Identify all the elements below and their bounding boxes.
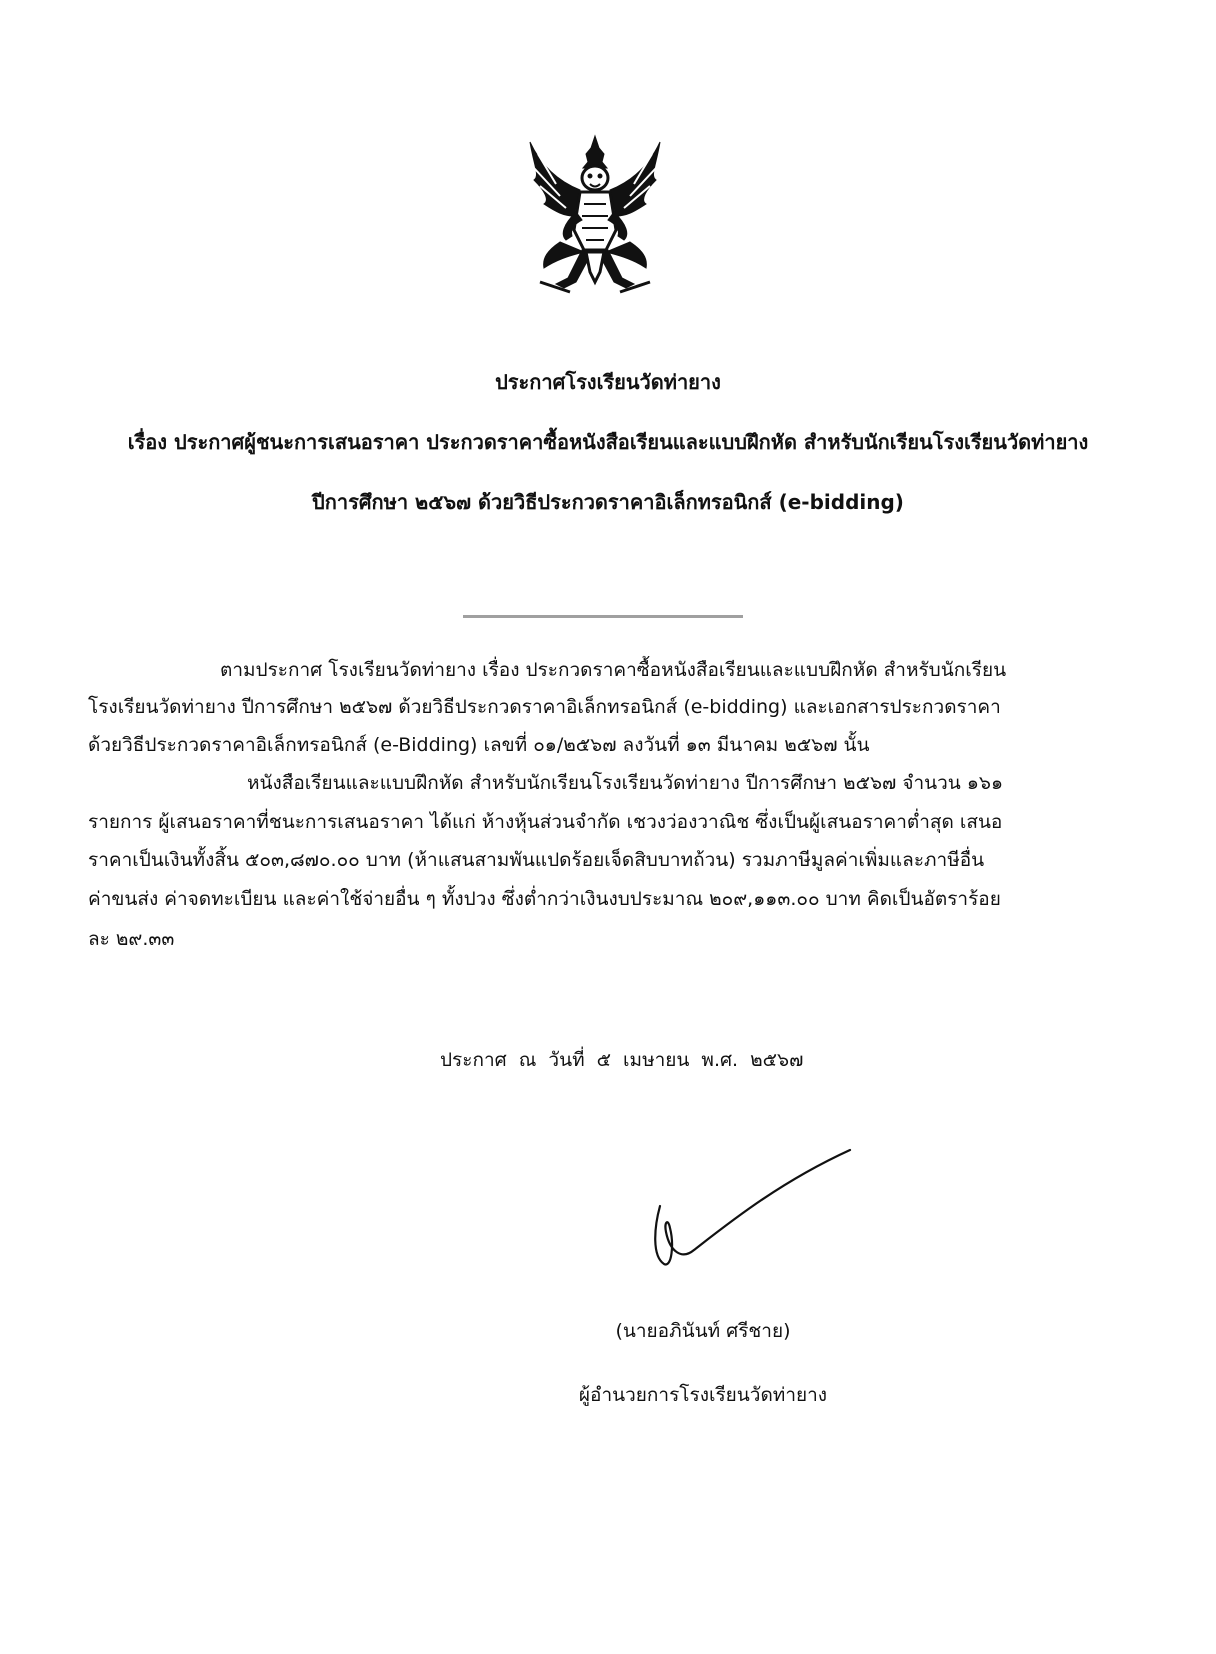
announcement-date: ประกาศ ณ วันที่ ๕ เมษายน พ.ศ. ๒๕๖๗ xyxy=(440,1049,804,1071)
announcement-subject-continued: ปีการศึกษา ๒๕๖๗ ด้วยวิธีประกวดราคาอิเล็กทรอนิกส์ (e-bidding) xyxy=(312,490,904,514)
body-paragraph-line: ราคาเป็นเงินทั้งสิ้น ๕๐๓,๘๗๐.๐๐ บาท (ห้าแสนสามพันแปดร้อยเจ็ดสิบบาทถ้วน) รวมภาษีมูลค่าเพิ่มและภาษีอื่น xyxy=(88,849,985,871)
body-paragraph-line: หนังสือเรียนและแบบฝึกหัด สำหรับนักเรียนโรงเรียนวัดท่ายาง ปีการศึกษา ๒๕๖๗ จำนวน ๑๖๑ xyxy=(247,772,1004,794)
divider-line xyxy=(463,615,743,618)
body-paragraph-line: ด้วยวิธีประกวดราคาอิเล็กทรอนิกส์ (e-Bidding) เลขที่ ๐๑/๒๕๖๗ ลงวันที่ ๑๓ มีนาคม ๒๕๖๗ นั้น xyxy=(88,734,870,756)
body-paragraph-line: ละ ๒๙.๓๓ xyxy=(88,928,175,950)
announcement-title: ประกาศโรงเรียนวัดท่ายาง xyxy=(495,370,721,394)
body-paragraph-line: ตามประกาศ โรงเรียนวัดท่ายาง เรื่อง ประกวดราคาซื้อหนังสือเรียนและแบบฝึกหัด สำหรับนักเรียน xyxy=(220,659,1007,681)
announcement-subject: เรื่อง ประกาศผู้ชนะการเสนอราคา ประกวดราคาซื้อหนังสือเรียนและแบบฝึกหัด สำหรับนักเรียนโรงเรียนวัดท่ายาง xyxy=(127,430,1089,454)
signer-position: ผู้อำนวยการโรงเรียนวัดท่ายาง xyxy=(578,1384,828,1406)
garuda-emblem-icon xyxy=(520,132,670,300)
handwritten-signature-icon xyxy=(650,1148,855,1278)
body-paragraph-line: โรงเรียนวัดท่ายาง ปีการศึกษา ๒๕๖๗ ด้วยวิธีประกวดราคาอิเล็กทรอนิกส์ (e-bidding) และเอกสารประกวดราคา xyxy=(88,696,1001,718)
body-paragraph-line: ค่าขนส่ง ค่าจดทะเบียน และค่าใช้จ่ายอื่น ๆ ทั้งปวง ซึ่งต่ำกว่าเงินงบประมาณ ๒๐๙,๑๑๓.๐๐ บาท คิดเป็นอัตราร้อย xyxy=(88,888,1001,910)
body-paragraph-line: รายการ ผู้เสนอราคาที่ชนะการเสนอราคา ได้แก่ ห้างหุ้นส่วนจำกัด เชวงว่องวาณิช ซึ่งเป็นผู้เสนอราคาต่ำสุด เสนอ xyxy=(88,811,1003,833)
signer-name: (นายอภินันท์ ศรีชาย) xyxy=(615,1320,791,1342)
